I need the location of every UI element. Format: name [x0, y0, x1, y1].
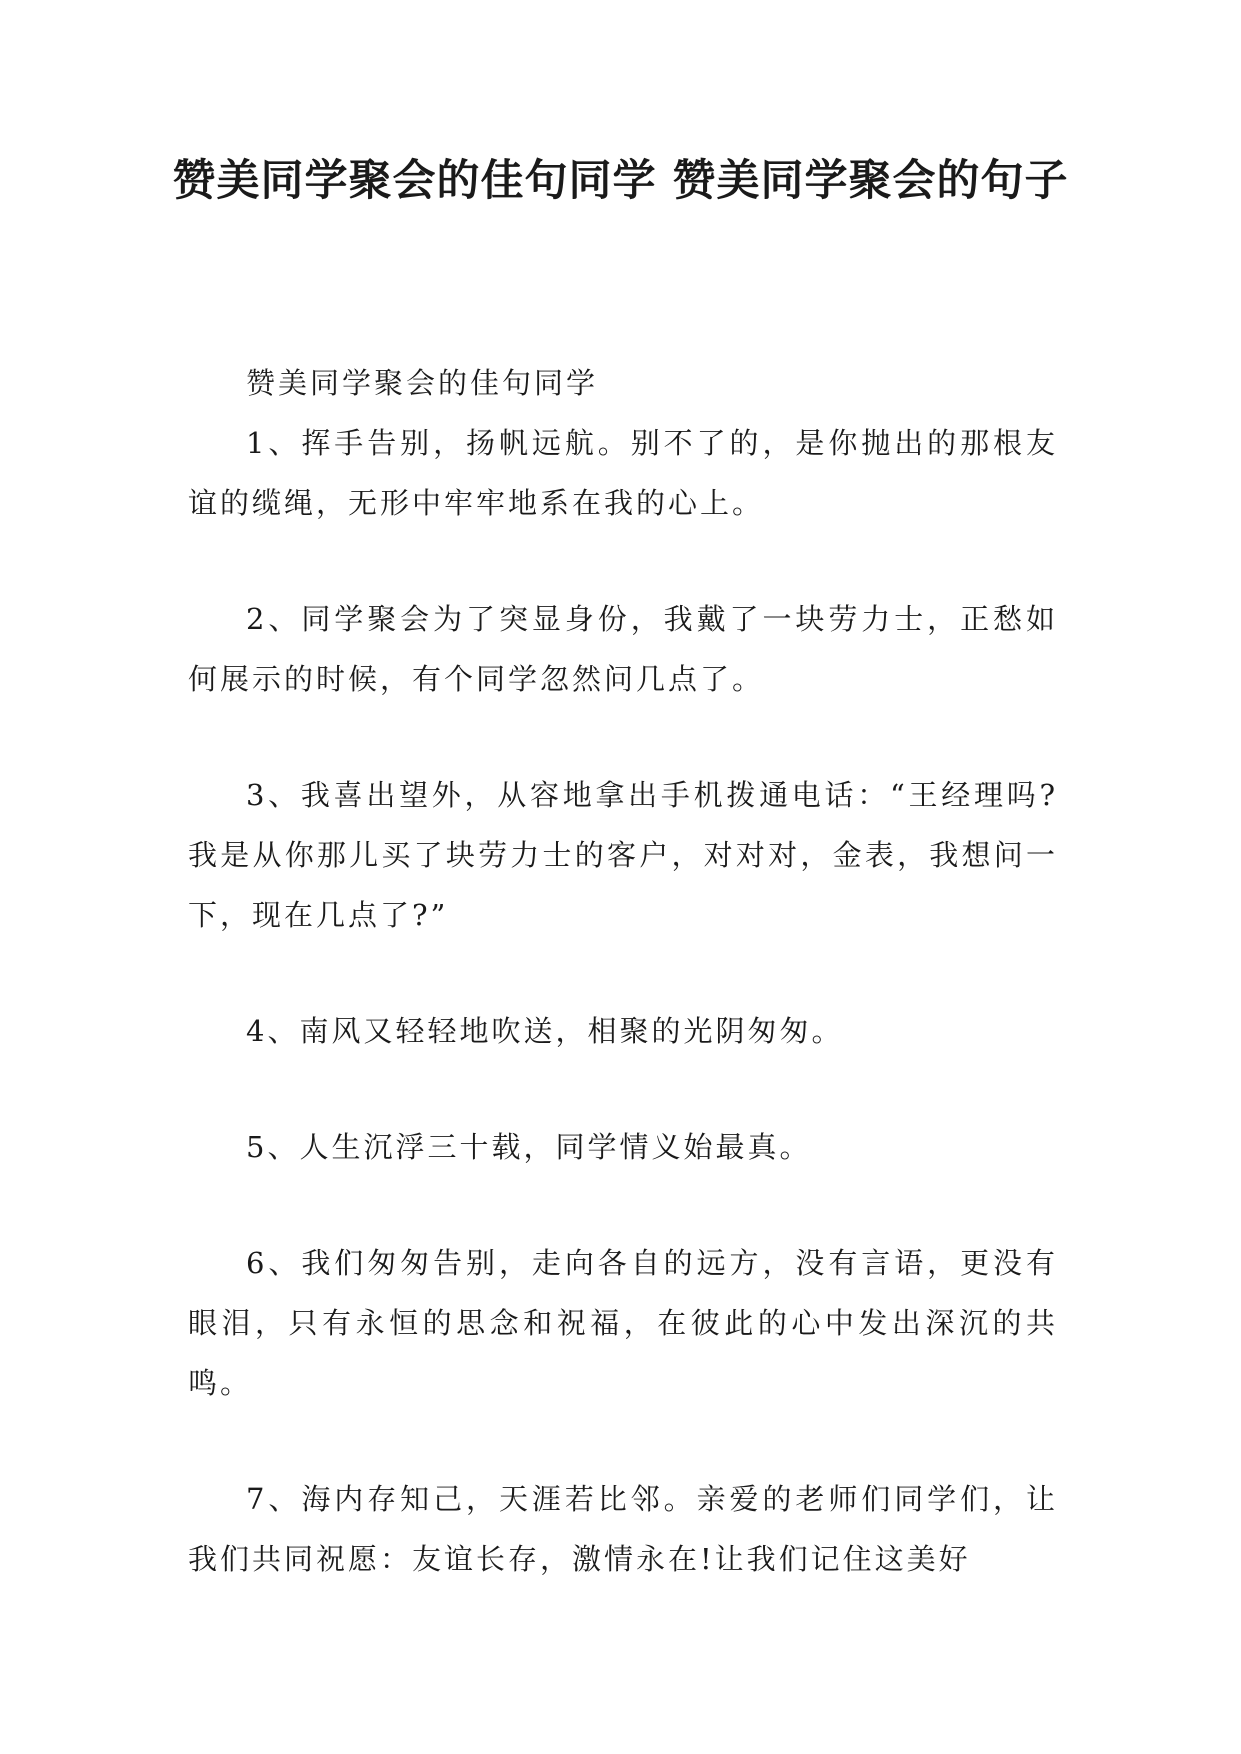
paragraph-6: 6、我们匆匆告别，走向各自的远方，没有言语，更没有眼泪，只有永恒的思念和祝福，在彼此的心中发出深沉的共鸣。: [188, 1246, 1058, 1400]
document-title: 赞美同学聚会的佳句同学 赞美同学聚会的句子: [172, 156, 1069, 206]
paragraph-spacer: [188, 1061, 1058, 1117]
paragraph-1: 1、挥手告别，扬帆远航。别不了的，是你抛出的那根友谊的缆绳，无形中牢牢地系在我的心上。: [188, 426, 1058, 520]
paragraph-5: 5、人生沉浮三十载，同学情义始最真。: [246, 1130, 812, 1164]
document-body: [188, 353, 1058, 1589]
paragraph-3: 3、我喜出望外，从容地拿出手机拨通电话：“王经理吗?我是从你那儿买了块劳力士的客户，对对对，金表，我想问一下，现在几点了?”: [188, 778, 1058, 932]
paragraph-2: 2、同学聚会为了突显身份，我戴了一块劳力士，正愁如何展示的时候，有个同学忽然问几点了。: [188, 602, 1058, 696]
paragraph-spacer: [188, 533, 1058, 589]
paragraph-spacer: [188, 945, 1058, 1001]
paragraph-4: 4、南风又轻轻地吹送，相聚的光阴匆匆。: [246, 1014, 844, 1048]
paragraph-spacer: [188, 709, 1058, 765]
paragraph-7: 7、海内存知己，天涯若比邻。亲爱的老师们同学们，让我们共同祝愿：友谊长存，激情永在!让我们记住这美好: [188, 1482, 1058, 1576]
subheading: 赞美同学聚会的佳句同学: [246, 366, 599, 400]
paragraph-spacer: [188, 1177, 1058, 1233]
paragraph-spacer: [188, 1413, 1058, 1469]
